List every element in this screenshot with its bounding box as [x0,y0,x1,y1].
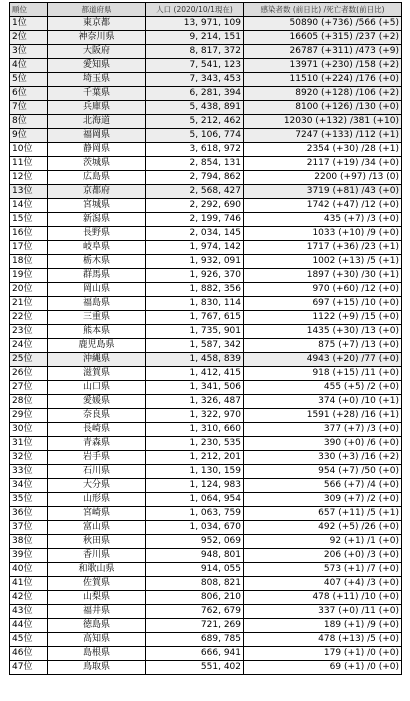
population-cell: 5, 438, 891 [146,101,244,115]
cases-deaths-cell: 1033 (+10) /9 (+0) [244,227,402,241]
cases-deaths-cell: 478 (+13) /5 (+0) [244,633,402,647]
table-row [10,381,402,395]
rank-cell: 17位 [10,241,48,255]
table-row [10,311,402,325]
rank-cell: 36位 [10,507,48,521]
table-row [10,647,402,661]
prefecture-cell: 愛知県 [48,59,146,73]
cases-deaths-cell: 954 (+7) /50 (+0) [244,465,402,479]
cases-deaths-cell: 3719 (+81) /43 (+0) [244,185,402,199]
table-row [10,45,402,59]
table-row [10,563,402,577]
cases-deaths-cell: 12030 (+132) /381 (+10) [244,115,402,129]
population-cell: 808, 821 [146,577,244,591]
prefecture-cell: 香川県 [48,549,146,563]
table-row [10,353,402,367]
prefecture-cell: 沖縄県 [48,353,146,367]
rank-cell: 27位 [10,381,48,395]
population-cell: 689, 785 [146,633,244,647]
population-cell: 1, 124, 983 [146,479,244,493]
table-row [10,409,402,423]
rank-cell: 13位 [10,185,48,199]
rank-cell: 45位 [10,633,48,647]
prefecture-cell: 栃木県 [48,255,146,269]
rank-cell: 44位 [10,619,48,633]
prefecture-cell: 埼玉県 [48,73,146,87]
table-row [10,73,402,87]
population-header: 人口 (2020/10/1現在) [146,3,244,17]
table-row [10,661,402,675]
cases-deaths-cell: 1717 (+36) /23 (+1) [244,241,402,255]
population-cell: 721, 269 [146,619,244,633]
prefecture-cell: 富山県 [48,521,146,535]
rank-cell: 7位 [10,101,48,115]
prefecture-cell: 鹿児島県 [48,339,146,353]
cases-deaths-cell: 390 (+0) /6 (+0) [244,437,402,451]
rank-cell: 6位 [10,87,48,101]
prefecture-cell: 山形県 [48,493,146,507]
cases-deaths-cell: 206 (+0) /3 (+0) [244,549,402,563]
cases-deaths-cell: 657 (+11) /5 (+1) [244,507,402,521]
population-cell: 5, 106, 774 [146,129,244,143]
prefecture-cell: 岐阜県 [48,241,146,255]
prefecture-cell: 長崎県 [48,423,146,437]
prefecture-cell: 山梨県 [48,591,146,605]
population-cell: 1, 926, 370 [146,269,244,283]
prefecture-cell: 広島県 [48,171,146,185]
rank-cell: 40位 [10,563,48,577]
rank-cell: 4位 [10,59,48,73]
population-cell: 1, 974, 142 [146,241,244,255]
rank-cell: 9位 [10,129,48,143]
population-cell: 1, 458, 839 [146,353,244,367]
cases-deaths-cell: 918 (+15) /11 (+0) [244,367,402,381]
table-header-row [10,3,402,17]
prefecture-cell: 佐賀県 [48,577,146,591]
prefecture-cell: 新潟県 [48,213,146,227]
rank-cell: 41位 [10,577,48,591]
cases-deaths-header: 感染者数 (前日比) /死亡者数(前日比) [244,3,402,17]
population-cell: 7, 343, 453 [146,73,244,87]
prefecture-cell: 熊本県 [48,325,146,339]
population-cell: 1, 064, 954 [146,493,244,507]
cases-deaths-cell: 13971 (+230) /158 (+2) [244,59,402,73]
table-row [10,129,402,143]
rank-cell: 14位 [10,199,48,213]
prefecture-cell: 滋賀県 [48,367,146,381]
table-row [10,31,402,45]
table-row [10,297,402,311]
table-row [10,633,402,647]
cases-deaths-cell: 1897 (+30) /30 (+1) [244,269,402,283]
rank-cell: 3位 [10,45,48,59]
population-cell: 1, 587, 342 [146,339,244,353]
prefecture-cell: 愛媛県 [48,395,146,409]
rank-cell: 35位 [10,493,48,507]
rank-cell: 19位 [10,269,48,283]
population-cell: 1, 310, 660 [146,423,244,437]
prefecture-cell: 青森県 [48,437,146,451]
prefecture-cell: 静岡県 [48,143,146,157]
cases-deaths-cell: 8100 (+126) /130 (+0) [244,101,402,115]
cases-deaths-cell: 4943 (+20) /77 (+0) [244,353,402,367]
table-row [10,423,402,437]
table-row [10,451,402,465]
prefecture-cell: 東京都 [48,17,146,31]
prefecture-cell: 長野県 [48,227,146,241]
population-cell: 7, 541, 123 [146,59,244,73]
cases-deaths-cell: 1591 (+28) /16 (+1) [244,409,402,423]
table-row [10,437,402,451]
table-row [10,227,402,241]
rank-cell: 23位 [10,325,48,339]
prefecture-cell: 奈良県 [48,409,146,423]
rank-cell: 42位 [10,591,48,605]
prefecture-header: 都道府県 [48,3,146,17]
population-cell: 1, 412, 415 [146,367,244,381]
cases-deaths-cell: 50890 (+736) /566 (+5) [244,17,402,31]
rank-cell: 11位 [10,157,48,171]
population-cell: 9, 214, 151 [146,31,244,45]
prefecture-cell: 神奈川県 [48,31,146,45]
cases-deaths-cell: 697 (+15) /10 (+0) [244,297,402,311]
cases-deaths-cell: 26787 (+311) /473 (+9) [244,45,402,59]
table-row [10,367,402,381]
prefecture-cell: 群馬県 [48,269,146,283]
table-row [10,283,402,297]
population-cell: 1, 932, 091 [146,255,244,269]
prefecture-cell: 兵庫県 [48,101,146,115]
table-row [10,255,402,269]
population-cell: 806, 210 [146,591,244,605]
population-cell: 952, 069 [146,535,244,549]
rank-cell: 38位 [10,535,48,549]
rank-cell: 2位 [10,31,48,45]
prefecture-cell: 秋田県 [48,535,146,549]
table-row [10,479,402,493]
prefecture-cell: 千葉県 [48,87,146,101]
cases-deaths-cell: 407 (+4) /3 (+0) [244,577,402,591]
table-row [10,325,402,339]
table-row [10,549,402,563]
prefecture-cell: 石川県 [48,465,146,479]
cases-deaths-cell: 1002 (+13) /5 (+1) [244,255,402,269]
rank-cell: 39位 [10,549,48,563]
rank-cell: 18位 [10,255,48,269]
cases-deaths-cell: 189 (+1) /9 (+0) [244,619,402,633]
population-cell: 1, 212, 201 [146,451,244,465]
prefecture-covid-table [9,2,402,675]
table-row [10,115,402,129]
cases-deaths-cell: 92 (+1) /1 (+0) [244,535,402,549]
population-cell: 666, 941 [146,647,244,661]
rank-cell: 29位 [10,409,48,423]
population-cell: 2, 854, 131 [146,157,244,171]
cases-deaths-cell: 1435 (+30) /13 (+0) [244,325,402,339]
cases-deaths-cell: 179 (+1) /0 (+0) [244,647,402,661]
table-row [10,241,402,255]
population-cell: 1, 063, 759 [146,507,244,521]
cases-deaths-cell: 377 (+7) /3 (+0) [244,423,402,437]
population-cell: 1, 341, 506 [146,381,244,395]
prefecture-cell: 宮崎県 [48,507,146,521]
prefecture-cell: 徳島県 [48,619,146,633]
prefecture-cell: 茨城県 [48,157,146,171]
cases-deaths-cell: 16605 (+315) /237 (+2) [244,31,402,45]
population-cell: 6, 281, 394 [146,87,244,101]
prefecture-cell: 島根県 [48,647,146,661]
table-row [10,59,402,73]
table-body [10,17,402,675]
cases-deaths-cell: 8920 (+128) /106 (+2) [244,87,402,101]
prefecture-cell: 高知県 [48,633,146,647]
prefecture-cell: 三重県 [48,311,146,325]
table-row [10,619,402,633]
prefecture-cell: 福岡県 [48,129,146,143]
prefecture-cell: 和歌山県 [48,563,146,577]
population-cell: 8, 817, 372 [146,45,244,59]
population-cell: 1, 034, 670 [146,521,244,535]
table-row [10,339,402,353]
population-cell: 2, 199, 746 [146,213,244,227]
prefecture-cell: 岡山県 [48,283,146,297]
population-cell: 1, 735, 901 [146,325,244,339]
cases-deaths-cell: 69 (+1) /0 (+0) [244,661,402,675]
population-cell: 1, 767, 615 [146,311,244,325]
cases-deaths-cell: 2354 (+30) /28 (+1) [244,143,402,157]
prefecture-table-container [9,2,401,675]
table-row [10,143,402,157]
rank-cell: 22位 [10,311,48,325]
population-cell: 5, 212, 462 [146,115,244,129]
rank-cell: 31位 [10,437,48,451]
table-row [10,493,402,507]
cases-deaths-cell: 2117 (+19) /34 (+0) [244,157,402,171]
prefecture-cell: 山口県 [48,381,146,395]
rank-cell: 47位 [10,661,48,675]
cases-deaths-cell: 455 (+5) /2 (+0) [244,381,402,395]
cases-deaths-cell: 2200 (+97) /13 (0) [244,171,402,185]
prefecture-cell: 福井県 [48,605,146,619]
table-row [10,101,402,115]
cases-deaths-cell: 1742 (+47) /12 (+0) [244,199,402,213]
population-cell: 2, 794, 862 [146,171,244,185]
rank-cell: 28位 [10,395,48,409]
population-cell: 1, 326, 487 [146,395,244,409]
prefecture-cell: 岩手県 [48,451,146,465]
rank-cell: 21位 [10,297,48,311]
cases-deaths-cell: 1122 (+9) /15 (+0) [244,311,402,325]
table-row [10,213,402,227]
table-row [10,87,402,101]
prefecture-cell: 福島県 [48,297,146,311]
table-row [10,605,402,619]
cases-deaths-cell: 573 (+1) /7 (+0) [244,563,402,577]
prefecture-cell: 宮城県 [48,199,146,213]
table-row [10,17,402,31]
rank-cell: 37位 [10,521,48,535]
rank-cell: 8位 [10,115,48,129]
prefecture-cell: 大分県 [48,479,146,493]
prefecture-cell: 大阪府 [48,45,146,59]
population-cell: 914, 055 [146,563,244,577]
cases-deaths-cell: 566 (+7) /4 (+0) [244,479,402,493]
population-cell: 1, 130, 159 [146,465,244,479]
population-cell: 2, 568, 427 [146,185,244,199]
cases-deaths-cell: 875 (+7) /13 (+0) [244,339,402,353]
cases-deaths-cell: 11510 (+224) /176 (+0) [244,73,402,87]
population-cell: 2, 034, 145 [146,227,244,241]
rank-cell: 32位 [10,451,48,465]
prefecture-cell: 北海道 [48,115,146,129]
cases-deaths-cell: 337 (+0) /11 (+0) [244,605,402,619]
rank-cell: 15位 [10,213,48,227]
rank-header: 順位 [10,3,48,17]
population-cell: 3, 618, 972 [146,143,244,157]
prefecture-cell: 鳥取県 [48,661,146,675]
population-cell: 1, 882, 356 [146,283,244,297]
cases-deaths-cell: 7247 (+133) /112 (+1) [244,129,402,143]
table-row [10,507,402,521]
cases-deaths-cell: 330 (+3) /16 (+2) [244,451,402,465]
rank-cell: 16位 [10,227,48,241]
rank-cell: 10位 [10,143,48,157]
table-row [10,185,402,199]
population-cell: 1, 230, 535 [146,437,244,451]
prefecture-cell: 京都府 [48,185,146,199]
rank-cell: 24位 [10,339,48,353]
cases-deaths-cell: 478 (+11) /10 (+0) [244,591,402,605]
rank-cell: 46位 [10,647,48,661]
cases-deaths-cell: 374 (+0) /10 (+1) [244,395,402,409]
rank-cell: 43位 [10,605,48,619]
rank-cell: 26位 [10,367,48,381]
table-row [10,395,402,409]
table-row [10,465,402,479]
table-row [10,577,402,591]
population-cell: 13, 971, 109 [146,17,244,31]
rank-cell: 20位 [10,283,48,297]
table-row [10,591,402,605]
table-row [10,521,402,535]
rank-cell: 25位 [10,353,48,367]
table-row [10,535,402,549]
cases-deaths-cell: 309 (+7) /2 (+0) [244,493,402,507]
cases-deaths-cell: 435 (+7) /3 (+0) [244,213,402,227]
population-cell: 948, 801 [146,549,244,563]
population-cell: 1, 322, 970 [146,409,244,423]
cases-deaths-cell: 970 (+60) /12 (+0) [244,283,402,297]
rank-cell: 12位 [10,171,48,185]
rank-cell: 30位 [10,423,48,437]
population-cell: 762, 679 [146,605,244,619]
population-cell: 2, 292, 690 [146,199,244,213]
rank-cell: 5位 [10,73,48,87]
table-row [10,171,402,185]
table-row [10,199,402,213]
table-row [10,157,402,171]
rank-cell: 34位 [10,479,48,493]
population-cell: 551, 402 [146,661,244,675]
rank-cell: 1位 [10,17,48,31]
rank-cell: 33位 [10,465,48,479]
population-cell: 1, 830, 114 [146,297,244,311]
cases-deaths-cell: 492 (+5) /26 (+0) [244,521,402,535]
table-row [10,269,402,283]
